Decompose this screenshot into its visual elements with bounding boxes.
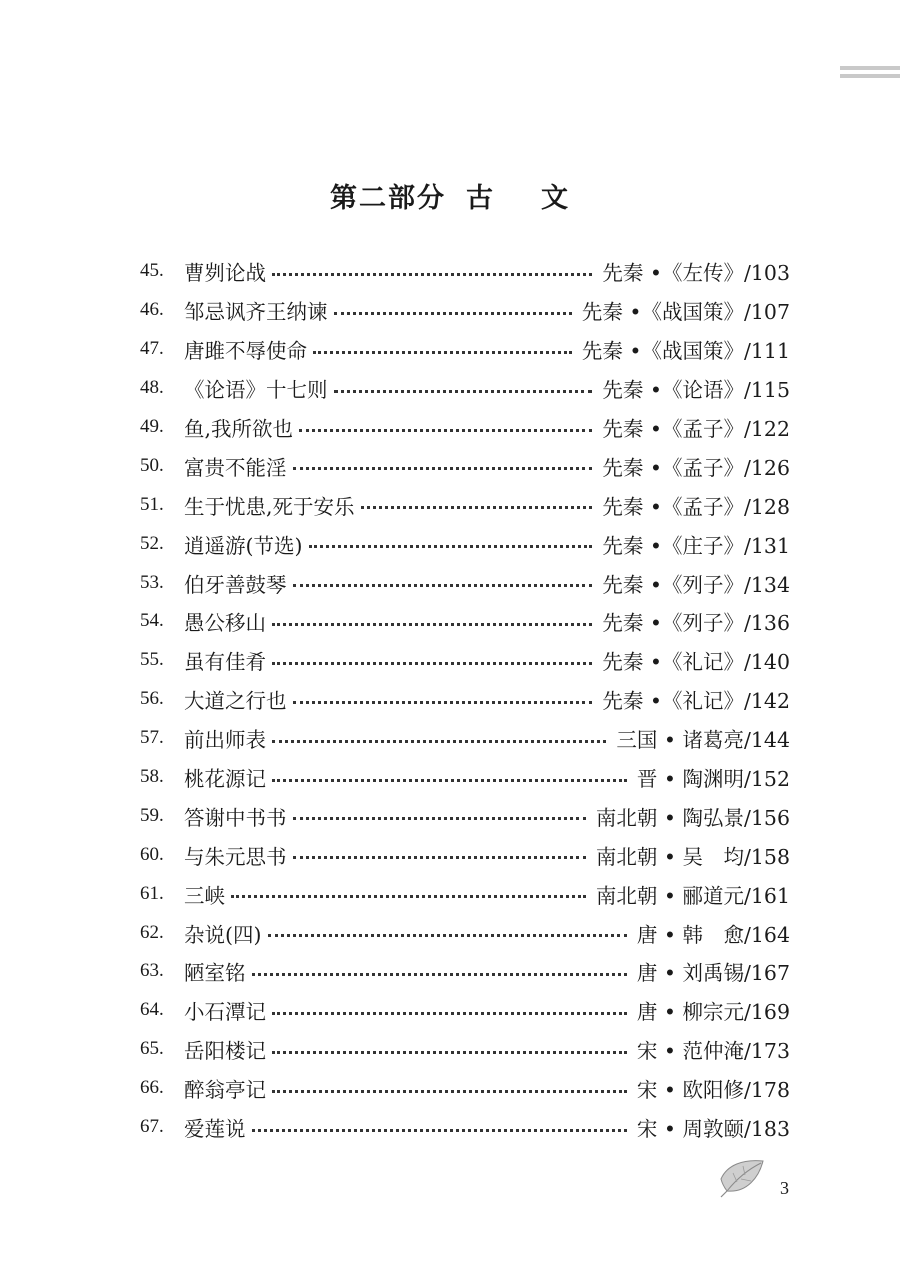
part-title xyxy=(0,176,900,215)
toc-entry-number: 61. xyxy=(140,882,164,904)
toc-entry-number: 66. xyxy=(140,1077,164,1099)
toc-leader-dots xyxy=(309,545,593,548)
toc-entry-title: 《论语》十七则 xyxy=(184,378,328,403)
toc-entry-title: 邹忌讽齐王纳谏 xyxy=(184,300,328,325)
toc-entry[interactable] xyxy=(140,874,790,913)
toc-entry[interactable] xyxy=(140,680,790,719)
toc-entry-title: 爱莲说 xyxy=(184,1117,246,1142)
toc-entry[interactable] xyxy=(140,952,790,991)
toc-entry-source: 唐 • 柳宗元/169 xyxy=(636,1000,790,1025)
toc-entry-title: 鱼,我所欲也 xyxy=(184,417,294,441)
toc-entry[interactable] xyxy=(140,1108,790,1147)
toc-leader-dots xyxy=(272,1012,627,1015)
toc-entry[interactable] xyxy=(140,719,790,758)
toc-entry-title: 大道之行也 xyxy=(184,689,287,714)
part-title-label: 第二部分 xyxy=(330,183,446,214)
toc-leader-dots xyxy=(293,856,586,859)
toc-entry-title: 生于忧患,死于安乐 xyxy=(184,494,355,519)
toc-entry-number: 57. xyxy=(140,727,164,749)
toc-entry-source: 南北朝 • 吴 均/158 xyxy=(595,844,790,869)
page-number: 3 xyxy=(780,1178,789,1198)
toc-entry[interactable] xyxy=(140,835,790,874)
toc-leader-dots xyxy=(272,623,592,626)
toc-entry-number: 65. xyxy=(140,1038,164,1060)
toc-entry-source: 南北朝 • 陶弘景/156 xyxy=(595,805,790,830)
toc-entry-source: 宋 • 欧阳修/178 xyxy=(636,1078,790,1103)
toc-entry-source: 先秦 •《礼记》/140 xyxy=(602,650,790,675)
toc-entry-source: 先秦 •《庄子》/131 xyxy=(602,533,790,558)
toc-entry[interactable] xyxy=(140,913,790,952)
toc-leader-dots xyxy=(293,701,593,704)
toc-entry-source: 唐 • 韩 愈/164 xyxy=(636,922,790,947)
toc-entry-title: 三峡 xyxy=(184,883,225,908)
toc-entry[interactable] xyxy=(140,524,790,563)
toc-entry-title: 曹刿论战 xyxy=(184,261,266,286)
toc-entry-source: 先秦 •《孟子》/122 xyxy=(602,417,790,441)
part-title-char-1: 古 xyxy=(466,183,495,214)
toc-entry-number: 47. xyxy=(140,338,164,360)
toc-entry-title: 岳阳楼记 xyxy=(184,1039,266,1064)
toc-entry-title: 陋室铭 xyxy=(184,961,246,986)
toc-entry-source: 先秦 •《左传》/103 xyxy=(602,261,790,286)
toc-entry-number: 67. xyxy=(140,1116,164,1138)
toc-entry-number: 58. xyxy=(140,766,164,788)
leaf-icon xyxy=(717,1155,767,1201)
toc-entry-number: 51. xyxy=(140,493,164,515)
toc-leader-dots xyxy=(272,273,592,276)
toc-entry[interactable] xyxy=(140,369,790,408)
toc-entry-title: 杂说(四) xyxy=(184,922,262,947)
toc-entry-title: 与朱元思书 xyxy=(184,844,287,869)
corner-bar xyxy=(840,74,900,78)
toc-entry-source: 南北朝 • 郦道元/161 xyxy=(595,883,790,908)
toc-entry-source: 晋 • 陶渊明/152 xyxy=(636,767,790,792)
toc-entry-title: 虽有佳肴 xyxy=(184,650,266,675)
toc-entry-source: 先秦 •《孟子》/126 xyxy=(602,455,790,480)
toc-entry-source: 先秦 •《列子》/136 xyxy=(602,611,790,636)
toc-entry[interactable] xyxy=(140,446,790,485)
toc-entry[interactable] xyxy=(140,758,790,797)
toc-leader-dots xyxy=(231,895,586,898)
toc-entry[interactable] xyxy=(140,602,790,641)
corner-decoration-bars xyxy=(840,66,900,82)
toc-entry-number: 46. xyxy=(140,299,164,321)
toc-entry[interactable] xyxy=(140,330,790,369)
toc-entry-number: 53. xyxy=(140,571,164,593)
toc-leader-dots xyxy=(272,1090,627,1093)
toc-leader-dots xyxy=(313,351,572,354)
toc-leader-dots xyxy=(293,467,593,470)
toc-entry-title: 富贵不能淫 xyxy=(184,455,287,480)
toc-entry-source: 唐 • 刘禹锡/167 xyxy=(636,961,790,986)
toc-leader-dots xyxy=(272,740,606,743)
toc-entry-number: 64. xyxy=(140,999,164,1021)
toc-entry-number: 59. xyxy=(140,804,164,826)
toc-leader-dots xyxy=(361,506,593,509)
toc-entry-source: 先秦 •《孟子》/128 xyxy=(602,494,790,519)
toc-entry[interactable] xyxy=(140,563,790,602)
toc-leader-dots xyxy=(272,1051,627,1054)
part-title-char-2: 文 xyxy=(541,183,570,214)
toc-entry-number: 56. xyxy=(140,688,164,710)
toc-leader-dots xyxy=(252,1129,627,1132)
toc-leader-dots xyxy=(293,817,586,820)
toc-entry-title: 伯牙善鼓琴 xyxy=(184,572,287,597)
toc-entry[interactable] xyxy=(140,991,790,1030)
toc-entry-source: 三国 • 诸葛亮/144 xyxy=(616,728,790,753)
toc-entry-title: 逍遥游(节选) xyxy=(184,533,303,558)
toc-entry-source: 宋 • 范仲淹/173 xyxy=(636,1039,790,1064)
toc-entry-number: 62. xyxy=(140,921,164,943)
toc-entry[interactable] xyxy=(140,641,790,680)
toc-entry-number: 52. xyxy=(140,532,164,554)
toc-entry[interactable] xyxy=(140,1030,790,1069)
table-of-contents xyxy=(140,252,790,1146)
toc-entry-number: 60. xyxy=(140,843,164,865)
toc-entry[interactable] xyxy=(140,485,790,524)
toc-entry-title: 愚公移山 xyxy=(184,611,266,636)
toc-entry[interactable] xyxy=(140,408,790,447)
toc-entry-title: 前出师表 xyxy=(184,728,266,753)
toc-entry-number: 63. xyxy=(140,960,164,982)
toc-leader-dots xyxy=(252,973,627,976)
toc-leader-dots xyxy=(268,934,627,937)
toc-leader-dots xyxy=(272,662,592,665)
toc-leader-dots xyxy=(334,312,572,315)
toc-entry-number: 55. xyxy=(140,649,164,671)
toc-leader-dots xyxy=(272,779,627,782)
toc-entry-title: 醉翁亭记 xyxy=(184,1078,266,1103)
toc-entry-source: 宋 • 周敦颐/183 xyxy=(636,1117,790,1142)
toc-entry-source: 先秦 •《列子》/134 xyxy=(602,572,790,597)
toc-entry-title: 唐雎不辱使命 xyxy=(184,339,307,364)
toc-entry-title: 答谢中书书 xyxy=(184,805,287,830)
toc-entry-number: 54. xyxy=(140,610,164,632)
toc-entry[interactable] xyxy=(140,796,790,835)
toc-entry-source: 先秦 •《礼记》/142 xyxy=(602,689,790,714)
toc-leader-dots xyxy=(334,390,593,393)
toc-entry-source: 先秦 •《战国策》/107 xyxy=(581,300,790,325)
toc-entry[interactable] xyxy=(140,1069,790,1108)
corner-bar xyxy=(840,66,900,70)
toc-leader-dots xyxy=(299,429,592,432)
toc-entry-title: 桃花源记 xyxy=(184,767,266,792)
toc-entry-number: 45. xyxy=(140,260,164,282)
toc-entry-number: 48. xyxy=(140,377,164,399)
toc-entry-number: 50. xyxy=(140,454,164,476)
toc-leader-dots xyxy=(293,584,593,587)
toc-entry-title: 小石潭记 xyxy=(184,1000,266,1025)
toc-entry-source: 先秦 •《论语》/115 xyxy=(602,378,790,403)
toc-entry-number: 49. xyxy=(140,416,164,437)
toc-entry[interactable] xyxy=(140,252,790,291)
toc-entry[interactable] xyxy=(140,291,790,330)
toc-entry-source: 先秦 •《战国策》/111 xyxy=(581,339,790,364)
